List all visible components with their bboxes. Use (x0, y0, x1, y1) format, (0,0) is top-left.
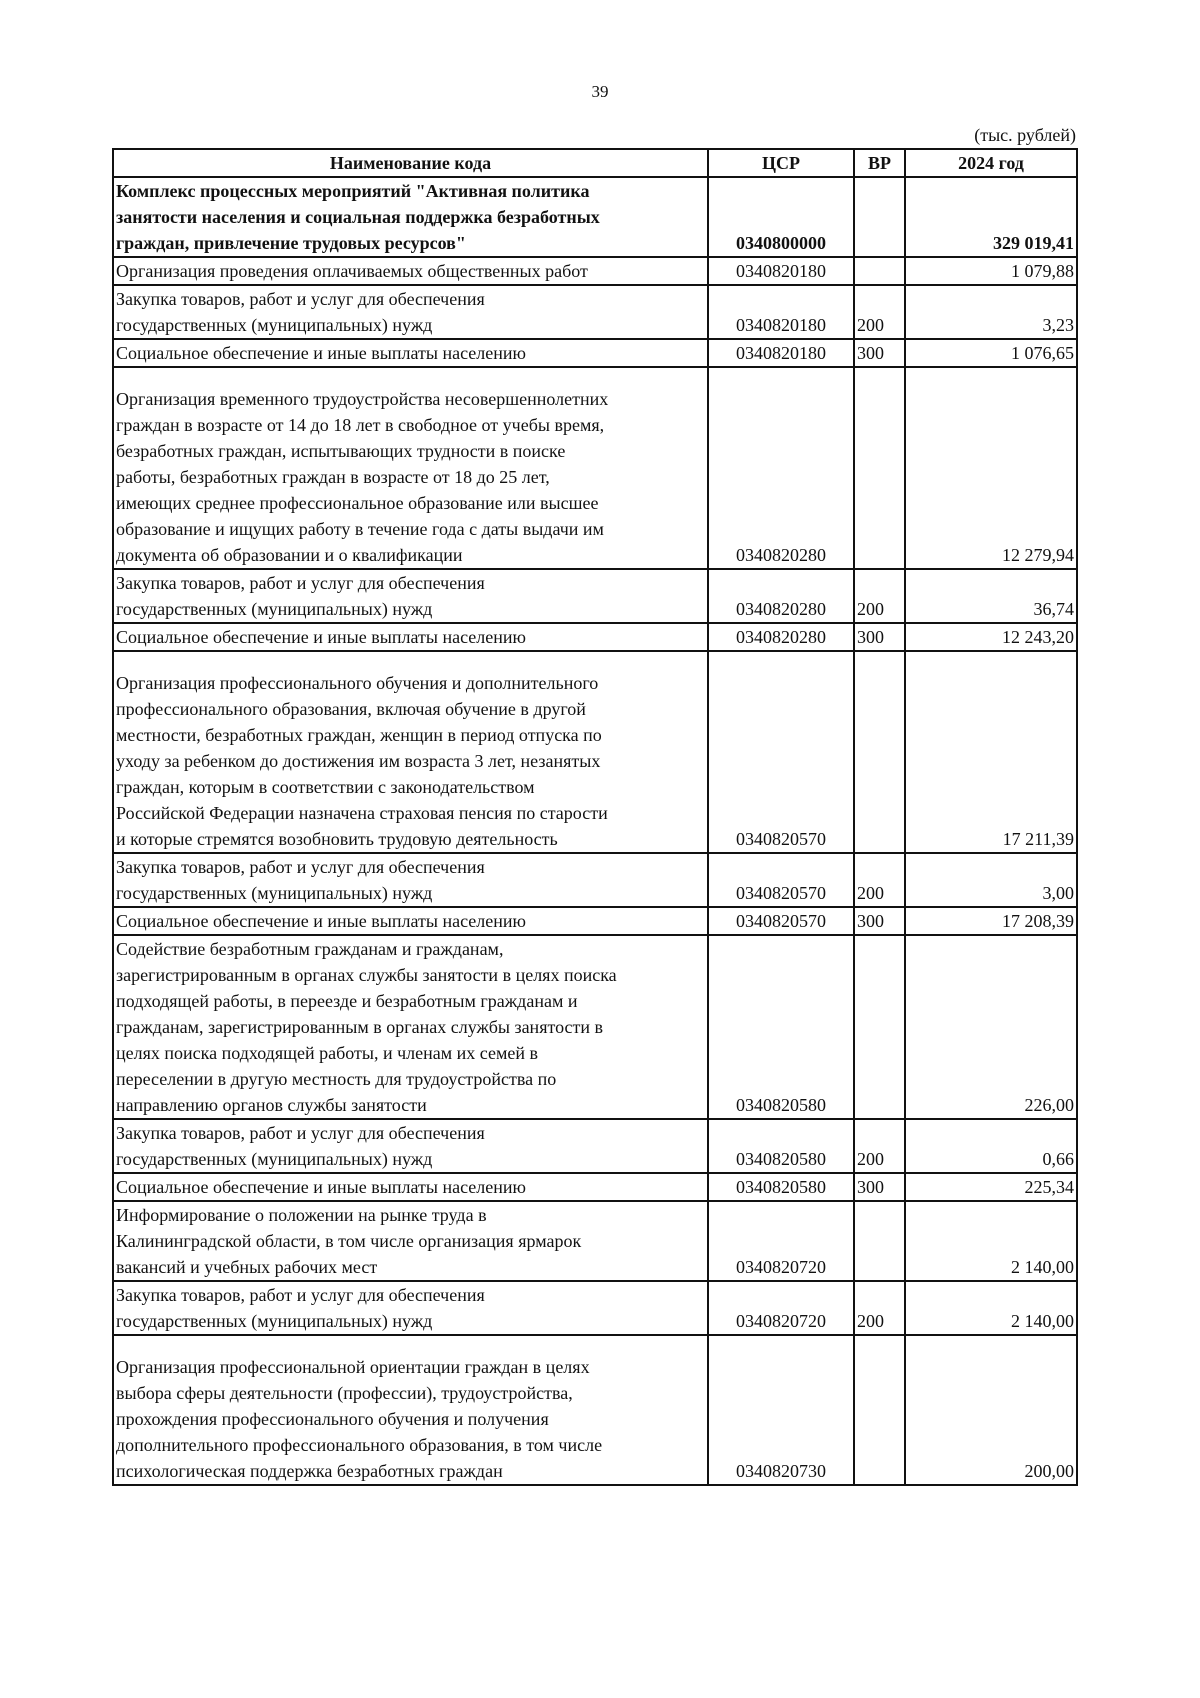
table-row (113, 1281, 1077, 1335)
row-csr: 0340820280 (708, 367, 854, 569)
row-name-line: государственных (муниципальных) нужд (116, 1311, 433, 1331)
row-name-line: образование и ищущих работу в течение года с даты выдачи им (116, 519, 604, 539)
row-csr: 0340820180 (708, 257, 854, 285)
row-name (113, 569, 708, 623)
row-name-line: местности, безработных граждан, женщин в период отпуска по (116, 725, 602, 745)
table-row (113, 177, 1077, 257)
row-name-line: Организация профессиональной ориентации граждан в целях (116, 1357, 590, 1377)
row-sum: 3,00 (905, 853, 1077, 907)
row-name-line: Закупка товаров, работ и услуг для обеспечения (116, 1285, 485, 1305)
table-row (113, 1335, 1077, 1485)
row-name (113, 1281, 708, 1335)
row-name (113, 285, 708, 339)
row-name (113, 651, 708, 853)
row-name-line: подходящей работы, в переезде и безработным гражданам и (116, 991, 578, 1011)
row-sum: 226,00 (905, 935, 1077, 1119)
row-vr: 200 (854, 569, 905, 623)
table-row (113, 367, 1077, 569)
row-name-line: Организация временного трудоустройства несовершеннолетних (116, 389, 609, 409)
table-row (113, 1119, 1077, 1173)
row-sum: 36,74 (905, 569, 1077, 623)
row-vr: 200 (854, 1281, 905, 1335)
row-name-line: направлению органов службы занятости (116, 1095, 427, 1115)
row-csr: 0340820570 (708, 651, 854, 853)
row-vr: 200 (854, 853, 905, 907)
row-name-line: государственных (муниципальных) нужд (116, 883, 433, 903)
row-name (113, 339, 708, 367)
row-name-line: безработных граждан, испытывающих трудности в поиске (116, 441, 566, 461)
row-name-line: Организация проведения оплачиваемых общественных работ (116, 261, 588, 281)
table-row (113, 569, 1077, 623)
row-vr: 200 (854, 1119, 905, 1173)
row-name-line: Социальное обеспечение и иные выплаты населению (116, 343, 526, 363)
row-name (113, 853, 708, 907)
row-vr (854, 1335, 905, 1485)
row-name (113, 367, 708, 569)
row-name-line: гражданам, зарегистрированным в органах службы занятости в (116, 1017, 604, 1037)
row-sum: 1 079,88 (905, 257, 1077, 285)
row-name-line: документа об образовании и о квалификации (116, 545, 463, 565)
row-name-line: Закупка товаров, работ и услуг для обеспечения (116, 857, 485, 877)
row-name-line: профессионального образования, включая обучение в другой (116, 699, 586, 719)
row-name-line: вакансий и учебных рабочих мест (116, 1257, 378, 1277)
row-name-line: Информирование о положении на рынке труда в (116, 1205, 487, 1225)
row-name-line: Социальное обеспечение и иные выплаты населению (116, 627, 526, 647)
row-vr (854, 935, 905, 1119)
row-name-line: Социальное обеспечение и иные выплаты населению (116, 1177, 526, 1197)
row-vr: 300 (854, 1173, 905, 1201)
row-sum: 329 019,41 (905, 177, 1077, 257)
row-name-line: зарегистрированным в органах службы занятости в целях поиска (116, 965, 617, 985)
header-year: 2024 год (905, 149, 1077, 177)
row-csr: 0340820720 (708, 1201, 854, 1281)
table-row (113, 623, 1077, 651)
row-name-line: Комплекс процессных мероприятий "Активная политика (116, 181, 590, 201)
table-header-row (113, 149, 1077, 177)
row-sum: 3,23 (905, 285, 1077, 339)
table-body (113, 177, 1077, 1485)
row-vr: 300 (854, 339, 905, 367)
row-name (113, 935, 708, 1119)
row-vr (854, 651, 905, 853)
row-name (113, 1335, 708, 1485)
row-name (113, 177, 708, 257)
row-csr: 0340820580 (708, 1173, 854, 1201)
table-row (113, 1201, 1077, 1281)
table-row (113, 257, 1077, 285)
row-name-line: прохождения профессионального обучения и получения (116, 1409, 549, 1429)
row-csr: 0340820720 (708, 1281, 854, 1335)
row-name-line: занятости населения и социальная поддержка безработных (116, 207, 600, 227)
row-name-line: имеющих среднее профессиональное образование или высшее (116, 493, 599, 513)
row-name-line: работы, безработных граждан в возрасте от 18 до 25 лет, (116, 467, 550, 487)
row-name-line: Закупка товаров, работ и услуг для обеспечения (116, 289, 485, 309)
row-vr: 200 (854, 285, 905, 339)
row-sum: 1 076,65 (905, 339, 1077, 367)
budget-table (112, 148, 1078, 1486)
row-csr: 0340820180 (708, 285, 854, 339)
row-sum: 17 211,39 (905, 651, 1077, 853)
page-number: 39 (591, 82, 609, 101)
row-name-line: граждан, которым в соответствии с законодательством (116, 777, 535, 797)
row-sum: 225,34 (905, 1173, 1077, 1201)
header-vr: ВР (854, 149, 905, 177)
row-name (113, 1173, 708, 1201)
row-sum: 12 243,20 (905, 623, 1077, 651)
row-name (113, 1201, 708, 1281)
table-row (113, 853, 1077, 907)
row-csr: 0340820180 (708, 339, 854, 367)
row-name-line: Закупка товаров, работ и услуг для обеспечения (116, 573, 485, 593)
row-sum: 17 208,39 (905, 907, 1077, 935)
row-csr: 0340820580 (708, 1119, 854, 1173)
row-vr (854, 257, 905, 285)
row-name-line: государственных (муниципальных) нужд (116, 599, 433, 619)
table-row (113, 339, 1077, 367)
row-vr (854, 1201, 905, 1281)
row-name-line: Калининградской области, в том числе организация ярмарок (116, 1231, 582, 1251)
table-row (113, 1173, 1077, 1201)
row-sum: 2 140,00 (905, 1281, 1077, 1335)
row-name-line: Закупка товаров, работ и услуг для обеспечения (116, 1123, 485, 1143)
row-vr (854, 367, 905, 569)
table-row (113, 907, 1077, 935)
header-csr: ЦСР (708, 149, 854, 177)
row-sum: 2 140,00 (905, 1201, 1077, 1281)
table-row (113, 651, 1077, 853)
row-name-line: граждан, привлечение трудовых ресурсов" (116, 233, 466, 253)
row-name-line: выбора сферы деятельности (профессии), трудоустройства, (116, 1383, 573, 1403)
row-name-line: Организация профессионального обучения и дополнительного (116, 673, 599, 693)
row-name-line: Российской Федерации назначена страховая пенсия по старости (116, 803, 608, 823)
row-csr: 0340820280 (708, 623, 854, 651)
header-name: Наименование кода (113, 149, 708, 177)
row-sum: 0,66 (905, 1119, 1077, 1173)
table-row (113, 285, 1077, 339)
row-name (113, 907, 708, 935)
table-row (113, 935, 1077, 1119)
row-name-line: психологическая поддержка безработных граждан (116, 1461, 503, 1481)
row-vr (854, 177, 905, 257)
row-name (113, 257, 708, 285)
row-name-line: Социальное обеспечение и иные выплаты населению (116, 911, 526, 931)
units-label: (тыс. рублей) (974, 125, 1076, 145)
row-name-line: Содействие безработным гражданам и гражданам, (116, 939, 504, 959)
row-name-line: целях поиска подходящей работы, и членам их семей в (116, 1043, 538, 1063)
row-csr: 0340820730 (708, 1335, 854, 1485)
row-name-line: государственных (муниципальных) нужд (116, 1149, 433, 1169)
row-name-line: дополнительного профессионального образования, в том числе (116, 1435, 603, 1455)
row-vr: 300 (854, 623, 905, 651)
row-name-line: граждан в возрасте от 14 до 18 лет в свободное от учебы время, (116, 415, 605, 435)
row-csr: 0340800000 (708, 177, 854, 257)
row-csr: 0340820570 (708, 853, 854, 907)
row-csr: 0340820580 (708, 935, 854, 1119)
row-csr: 0340820280 (708, 569, 854, 623)
row-name (113, 1119, 708, 1173)
row-name-line: и которые стремятся возобновить трудовую деятельность (116, 829, 558, 849)
row-name-line: государственных (муниципальных) нужд (116, 315, 433, 335)
row-name (113, 623, 708, 651)
row-name-line: переселении в другую местность для трудоустройства по (116, 1069, 557, 1089)
row-name-line: уходу за ребенком до достижения им возраста 3 лет, незанятых (116, 751, 601, 771)
row-sum: 200,00 (905, 1335, 1077, 1485)
row-csr: 0340820570 (708, 907, 854, 935)
row-vr: 300 (854, 907, 905, 935)
row-sum: 12 279,94 (905, 367, 1077, 569)
